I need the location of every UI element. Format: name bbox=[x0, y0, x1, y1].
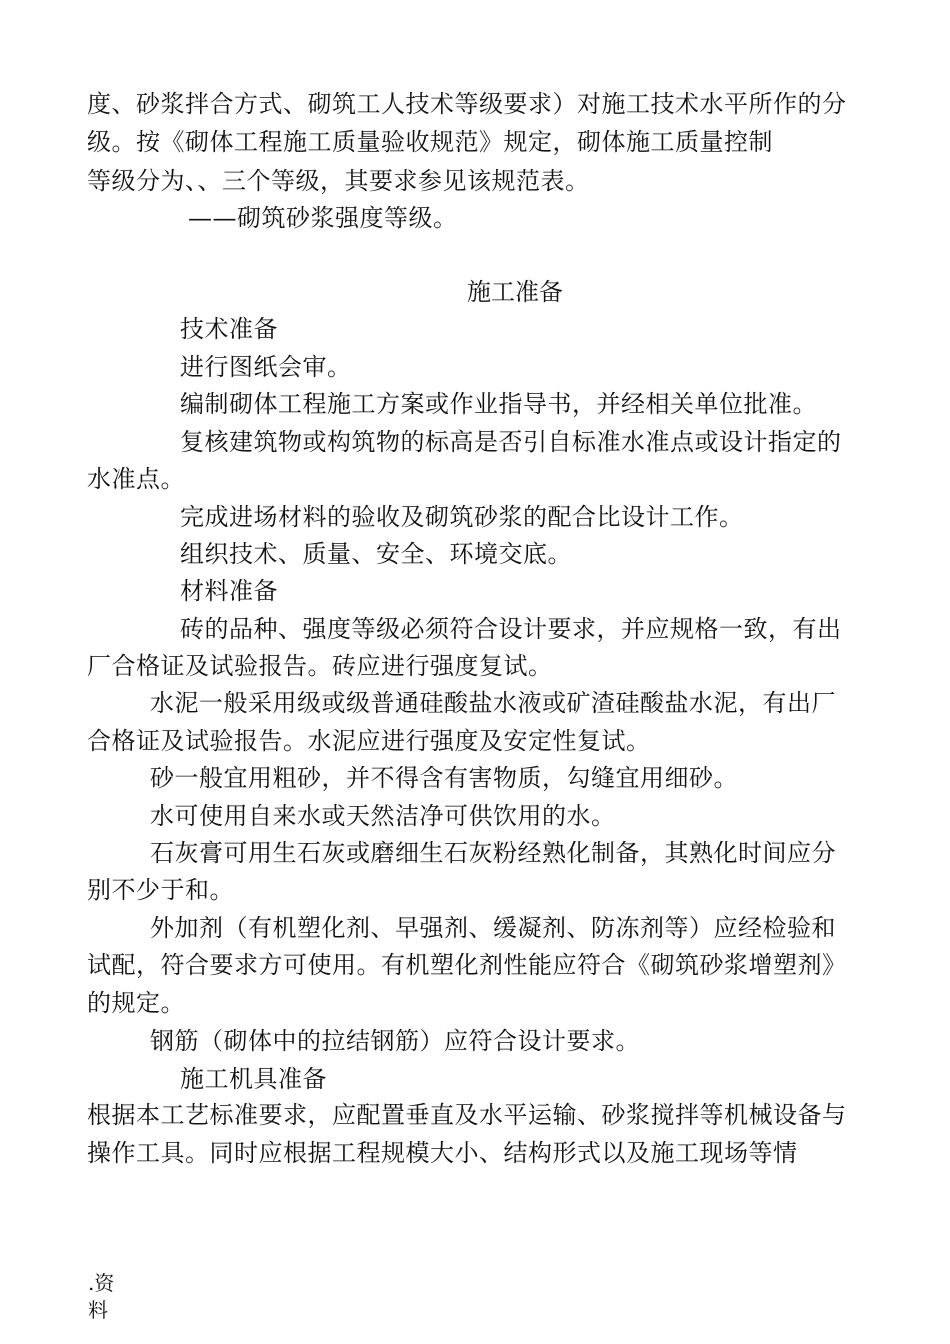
text-line: 钢筋（砌体中的拉结钢筋）应符合设计要求。 bbox=[150, 1027, 640, 1055]
text-line: 砂一般宜用粗砂，并不得含有害物质，勾缝宜用细砂。 bbox=[150, 764, 738, 792]
footer-label: 料 bbox=[88, 1298, 108, 1322]
text-line: 水泥一般采用级或级普通硅酸盐水液或矿渣硅酸盐水泥，有出厂 bbox=[150, 689, 836, 717]
text-line: 编制砌体工程施工方案或作业指导书，并经相关单位批准。 bbox=[180, 390, 817, 418]
text-line: 试配，符合要求方可使用。有机塑化剂性能应符合《砌筑砂浆增塑剂》 bbox=[87, 951, 847, 979]
subsection-heading: 施工机具准备 bbox=[180, 1065, 327, 1093]
text-line: 完成进场材料的验收及砌筑砂浆的配合比设计工作。 bbox=[180, 503, 744, 531]
text-line: 的规定。 bbox=[87, 989, 185, 1017]
text-line: 砖的品种、强度等级必须符合设计要求，并应规格一致，有出 bbox=[180, 615, 842, 643]
text-line: 度、砂浆拌合方式、砌筑工人技术等级要求）对施工技术水平所作的分 bbox=[87, 90, 847, 118]
text-line: 厂合格证及试验报告。砖应进行强度复试。 bbox=[87, 652, 553, 680]
section-title: 施工准备 bbox=[467, 278, 563, 306]
text-line: 根据本工艺标准要求，应配置垂直及水平运输、砂浆搅拌等机械设备与 bbox=[87, 1101, 847, 1129]
text-line: 复核建筑物或构筑物的标高是否引自标准水准点或设计指定的 bbox=[180, 428, 842, 456]
text-line: 水可使用自来水或天然洁净可供饮用的水。 bbox=[150, 802, 616, 830]
text-line: 操作工具。同时应根据工程规模大小、结构形式以及施工现场等情 bbox=[87, 1139, 798, 1167]
text-line: 外加剂（有机塑化剂、早强剂、缓凝剂、防冻剂等）应经检验和 bbox=[150, 914, 836, 942]
text-line: 进行图纸会审。 bbox=[180, 353, 352, 381]
text-line: 别不少于和。 bbox=[87, 876, 234, 904]
text-line: 级。按《砌体工程施工质量验收规范》规定，砌体施工质量控制 bbox=[87, 128, 773, 156]
text-line: 合格证及试验报告。水泥应进行强度及安定性复试。 bbox=[87, 727, 651, 755]
text-line: ——砌筑砂浆强度等级。 bbox=[188, 204, 458, 232]
text-line: 石灰膏可用生石灰或磨细生石灰粉经熟化制备，其熟化时间应分 bbox=[150, 839, 836, 867]
subsection-heading: 技术准备 bbox=[180, 315, 278, 343]
text-line: 水准点。 bbox=[87, 465, 185, 493]
footer-label: .资 bbox=[88, 1271, 115, 1295]
subsection-heading: 材料准备 bbox=[180, 577, 278, 605]
text-line: 等级分为、、三个等级，其要求参见该规范表。 bbox=[87, 167, 590, 195]
text-line: 组织技术、质量、安全、环境交底。 bbox=[180, 540, 572, 568]
